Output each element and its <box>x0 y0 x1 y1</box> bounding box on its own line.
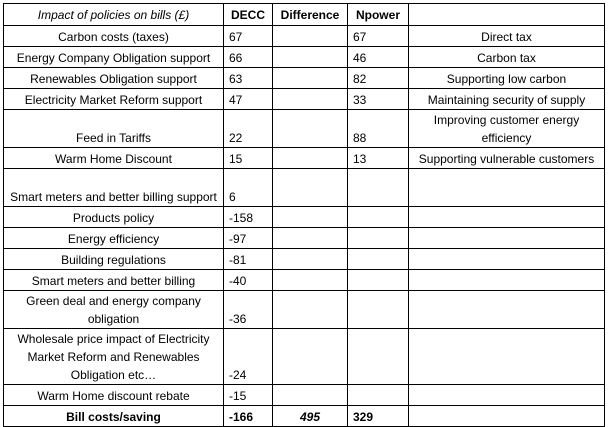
policy-cell: Renewables Obligation support <box>4 68 224 89</box>
policy-cell: Feed in Tariffs <box>4 110 224 148</box>
total-difference: 495 <box>273 406 348 427</box>
policy-cell: Smart meters and better billing support <box>4 169 224 207</box>
policy-cell: Energy Company Obligation support <box>4 47 224 68</box>
npower-cell <box>348 169 409 207</box>
decc-cell: -81 <box>224 249 273 270</box>
category-cell <box>409 291 605 329</box>
header-decc: DECC <box>224 4 273 26</box>
policy-cell: Energy efficiency <box>4 228 224 249</box>
total-decc: -166 <box>224 406 273 427</box>
table-row <box>4 228 605 249</box>
table-row <box>4 169 605 207</box>
table-row <box>4 249 605 270</box>
npower-cell <box>348 207 409 228</box>
table-row <box>4 110 605 148</box>
decc-cell: -97 <box>224 228 273 249</box>
header-policy: Impact of policies on bills (£) <box>4 4 224 26</box>
table-row <box>4 385 605 406</box>
table-row <box>4 207 605 228</box>
policy-cell: Electricity Market Reform support <box>4 89 224 110</box>
total-npower: 329 <box>348 406 409 427</box>
decc-cell: 15 <box>224 148 273 169</box>
policy-cell: Warm Home discount rebate <box>4 385 224 406</box>
table-row <box>4 68 605 89</box>
policy-cell: Products policy <box>4 207 224 228</box>
category-cell: Supporting vulnerable customers <box>409 148 605 169</box>
difference-cell <box>273 148 348 169</box>
npower-cell <box>348 249 409 270</box>
policy-cell: Wholesale price impact of Electricity Market Reform and Renewables Obligation etc… <box>4 329 224 385</box>
table-row <box>4 47 605 68</box>
table-row <box>4 291 605 329</box>
decc-cell: -24 <box>224 329 273 385</box>
difference-cell <box>273 68 348 89</box>
table-row <box>4 148 605 169</box>
decc-cell: 47 <box>224 89 273 110</box>
policy-cell: Building regulations <box>4 249 224 270</box>
table-row <box>4 89 605 110</box>
npower-cell: 46 <box>348 47 409 68</box>
category-cell: Supporting low carbon <box>409 68 605 89</box>
npower-cell <box>348 228 409 249</box>
decc-cell: -15 <box>224 385 273 406</box>
npower-cell <box>348 270 409 291</box>
category-cell: Improving customer energy efficiency <box>409 110 605 148</box>
policy-cell: Warm Home Discount <box>4 148 224 169</box>
npower-cell: 33 <box>348 89 409 110</box>
policy-cell: Smart meters and better billing <box>4 270 224 291</box>
difference-cell <box>273 291 348 329</box>
decc-cell: -36 <box>224 291 273 329</box>
difference-cell <box>273 47 348 68</box>
difference-cell <box>273 270 348 291</box>
npower-cell: 82 <box>348 68 409 89</box>
decc-cell: 66 <box>224 47 273 68</box>
decc-cell: -158 <box>224 207 273 228</box>
decc-cell: 67 <box>224 26 273 47</box>
difference-cell <box>273 207 348 228</box>
decc-cell: 63 <box>224 68 273 89</box>
policy-impact-table <box>3 3 605 427</box>
category-cell: Maintaining security of supply <box>409 89 605 110</box>
category-cell <box>409 249 605 270</box>
total-category <box>409 406 605 427</box>
table-row <box>4 270 605 291</box>
decc-cell: 6 <box>224 169 273 207</box>
header-difference: Difference <box>273 4 348 26</box>
difference-cell <box>273 385 348 406</box>
header-npower: Npower <box>348 4 409 26</box>
category-cell <box>409 270 605 291</box>
table-row <box>4 26 605 47</box>
npower-cell <box>348 291 409 329</box>
policy-cell: Carbon costs (taxes) <box>4 26 224 47</box>
difference-cell <box>273 169 348 207</box>
difference-cell <box>273 329 348 385</box>
decc-cell: 22 <box>224 110 273 148</box>
header-category <box>409 4 605 26</box>
difference-cell <box>273 110 348 148</box>
category-cell <box>409 207 605 228</box>
category-cell: Carbon tax <box>409 47 605 68</box>
npower-cell <box>348 385 409 406</box>
difference-cell <box>273 89 348 110</box>
difference-cell <box>273 26 348 47</box>
difference-cell <box>273 228 348 249</box>
total-label: Bill costs/saving <box>4 406 224 427</box>
table-row <box>4 329 605 385</box>
npower-cell: 67 <box>348 26 409 47</box>
policy-cell: Green deal and energy company obligation <box>4 291 224 329</box>
category-cell <box>409 385 605 406</box>
difference-cell <box>273 249 348 270</box>
total-row <box>4 406 605 427</box>
npower-cell: 88 <box>348 110 409 148</box>
table-header-row <box>4 4 605 26</box>
npower-cell <box>348 329 409 385</box>
category-cell <box>409 329 605 385</box>
npower-cell: 13 <box>348 148 409 169</box>
category-cell <box>409 169 605 207</box>
category-cell: Direct tax <box>409 26 605 47</box>
category-cell <box>409 228 605 249</box>
decc-cell: -40 <box>224 270 273 291</box>
